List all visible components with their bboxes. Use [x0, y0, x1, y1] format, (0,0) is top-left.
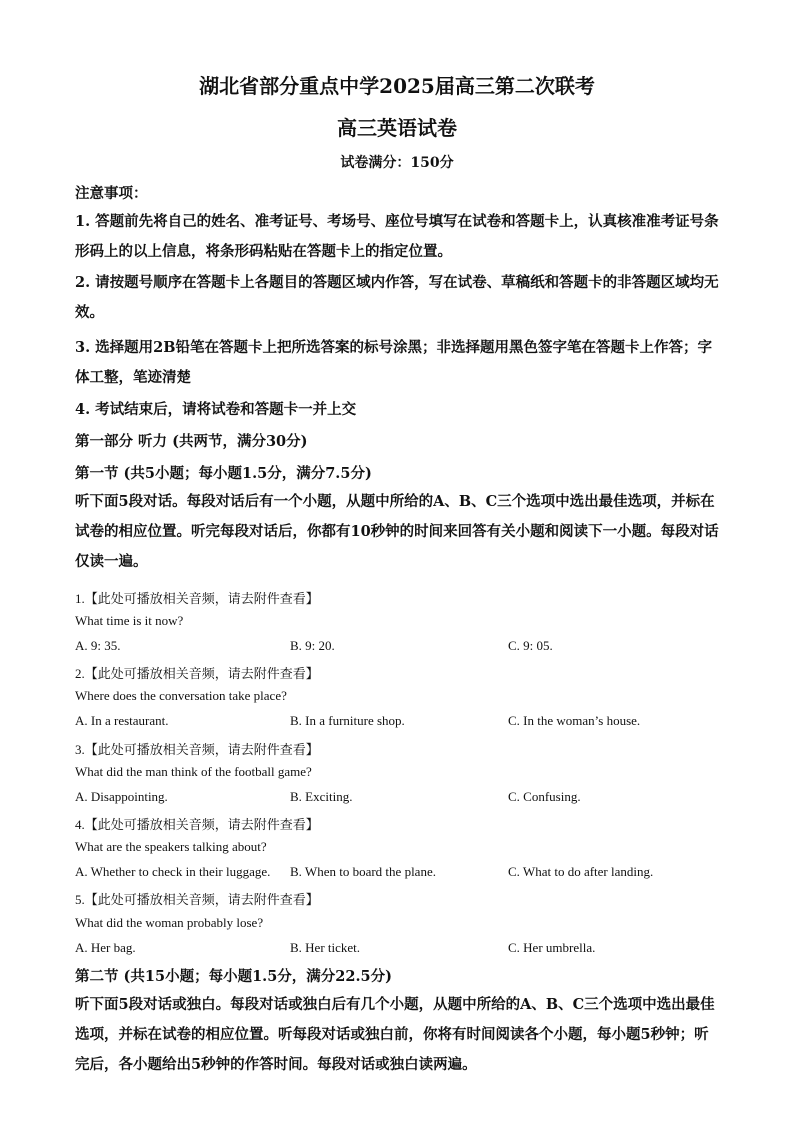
q2-option-c: C. In the woman’s house. — [508, 713, 641, 728]
audio-link-5[interactable]: 5.【此处可播放相关音频，请去附件查看】 — [75, 892, 319, 907]
q1-option-a: A. 9: 35. — [75, 638, 121, 653]
q2-option-a: A. In a restaurant. — [75, 713, 169, 728]
audio-link-2[interactable]: 2.【此处可播放相关音频，请去附件查看】 — [75, 666, 319, 681]
q4-option-b: B. When to board the plane. — [290, 864, 436, 879]
question-2: Where does the conversation take place? — [75, 688, 287, 703]
exam-score: 试卷满分：150分 — [340, 155, 454, 171]
q5-option-a: A. Her bag. — [75, 940, 136, 955]
q1-option-c: C. 9: 05. — [508, 638, 553, 653]
part1-heading: 第一部分 听力 (共两节，满分30分) — [75, 433, 308, 450]
exam-subtitle: 高三英语试卷 — [337, 116, 457, 140]
q3-option-b: B. Exciting. — [290, 789, 353, 804]
notice-item-1: 1. 答题前先将自己的姓名、准考证号、考场号、座位号填写在试卷和答题卡上，认真核准准考证号条形码上的以上信息，将条形码粘贴在答题卡上的指定位置。 — [75, 213, 719, 260]
q5-option-b: B. Her ticket. — [290, 940, 361, 955]
notice-heading: 注意事项： — [75, 185, 148, 202]
audio-link-4[interactable]: 4.【此处可播放相关音频，请去附件查看】 — [75, 817, 319, 832]
q3-option-c: C. Confusing. — [508, 789, 581, 804]
section2-heading: 第二节 (共15小题；每小题1.5分，满分22.5分) — [75, 968, 392, 985]
exam-title: 湖北省部分重点中学2025届高三第二次联考 — [199, 74, 595, 98]
question-5: What did the woman probably lose? — [75, 915, 264, 930]
audio-link-1[interactable]: 1.【此处可播放相关音频，请去附件查看】 — [75, 591, 319, 606]
q5-option-c: C. Her umbrella. — [508, 940, 596, 955]
question-4: What are the speakers talking about? — [75, 839, 267, 854]
q2-option-b: B. In a furniture shop. — [290, 713, 405, 728]
notice-item-2: 2. 请按题号顺序在答题卡上各题目的答题区域内作答，写在试卷、草稿纸和答题卡的非答题区域均无效。 — [75, 274, 719, 321]
section1-instructions: 听下面5段对话。每段对话后有一个小题，从题中所给的A、B、C三个选项中选出最佳选项，并标在试卷的相应位置。听完每段对话后，你都有10秒钟的时间来回答有关小题和阅读下一小题。每段对话仅读一遍。 — [75, 493, 719, 570]
q4-option-c: C. What to do after landing. — [508, 864, 654, 879]
question-3: What did the man think of the football game? — [75, 764, 312, 779]
q1-option-b: B. 9: 20. — [290, 638, 335, 653]
notice-item-3: 3. 选择题用2B铅笔在答题卡上把所选答案的标号涂黑；非选择题用黑色签字笔在答题卡上作答；字体工整，笔迹清楚 — [75, 339, 713, 386]
notice-item-4: 4. 考试结束后，请将试卷和答题卡一并上交 — [75, 401, 357, 418]
q3-option-a: A. Disappointing. — [75, 789, 168, 804]
q4-option-a: A. Whether to check in their luggage. — [75, 864, 271, 879]
section2-instructions: 听下面5段对话或独白。每段对话或独白后有几个小题，从题中所给的A、B、C三个选项中选出最佳选项，并标在试卷的相应位置。听每段对话或独白前，你将有时间阅读各个小题，每小题5秒钟；听完后，各小题给出5秒钟的作答时间。每段对话或独白读两遍。 — [75, 996, 715, 1073]
section1-heading: 第一节 (共5小题；每小题1.5分，满分7.5分) — [75, 465, 372, 482]
audio-link-3[interactable]: 3.【此处可播放相关音频，请去附件查看】 — [75, 742, 319, 757]
question-1: What time is it now? — [75, 613, 184, 628]
